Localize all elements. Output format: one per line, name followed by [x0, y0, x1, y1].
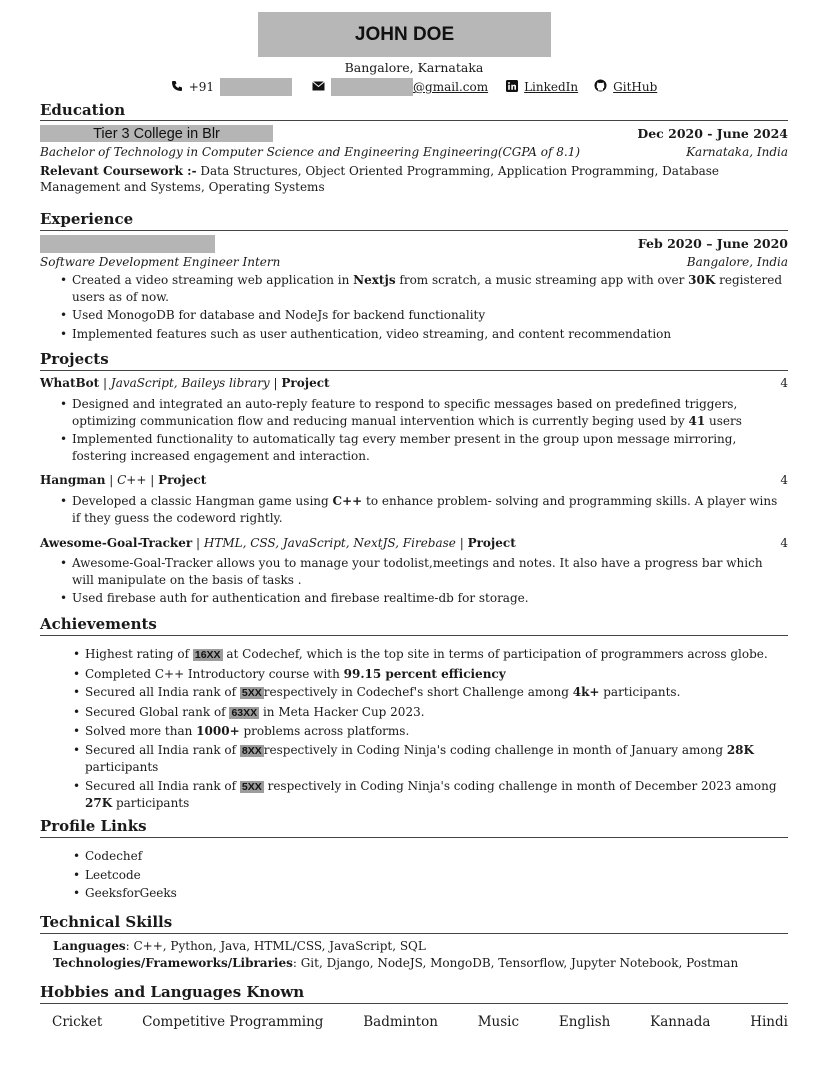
project-tech: HTML, CSS, JavaScript, NextJS, Firebase	[203, 536, 456, 550]
list-item	[40, 307, 788, 324]
experience-heading: Experience	[40, 210, 134, 228]
list-item	[40, 326, 788, 343]
redacted-rating: 16XX	[194, 649, 221, 661]
coursework	[40, 163, 788, 195]
email-suffix: @gmail.com	[413, 80, 489, 94]
hobby-item: Competitive Programming	[142, 1014, 324, 1030]
education-dates: Dec 2020 - June 2024	[637, 126, 788, 141]
profile-link-geeksforgeeks[interactable]	[53, 885, 788, 902]
hobby-item: Music	[477, 1014, 520, 1030]
text-span: C++	[332, 494, 363, 508]
text-span: users	[705, 413, 742, 428]
achievements-list	[53, 646, 788, 814]
project-tech: JavaScript, Baileys library	[110, 376, 270, 390]
name-box	[258, 12, 551, 57]
experience-bullets	[40, 272, 788, 344]
projects-heading: Projects	[40, 350, 109, 368]
text-span: Languages	[53, 939, 126, 953]
list-item	[40, 272, 788, 305]
text-span: in Meta Hacker Cup 2023.	[259, 704, 425, 719]
text-span: Nextjs	[353, 273, 396, 287]
college-name: Tier 3 College in Blr	[93, 125, 220, 142]
redacted-rank: 63XX	[231, 706, 258, 719]
text-span: Secured all India rank of	[85, 778, 240, 793]
profile-links-list	[53, 848, 788, 904]
list-item	[40, 431, 788, 464]
text-span: registered users as of now.	[72, 273, 783, 304]
skills-languages	[53, 938, 788, 955]
candidate-name: JOHN DOE	[354, 23, 455, 45]
text-span: Secured all India rank of	[85, 685, 240, 699]
list-item	[53, 742, 788, 776]
text-span: 41	[688, 413, 706, 428]
text-span: at Codechef, which is the top site in terms of participation of programmers across globe.	[222, 647, 768, 661]
education-heading: Education	[40, 101, 126, 119]
project-tech: C++	[117, 473, 147, 487]
text-span: participants	[85, 760, 159, 774]
phone-icon	[171, 80, 183, 95]
project-number: 4	[780, 536, 788, 550]
skills-heading: Technical Skills	[40, 913, 173, 931]
role-row	[40, 255, 788, 269]
text-span: Completed C++ Introductory course with	[85, 666, 344, 681]
project-tag: Project	[158, 473, 207, 487]
text-span: from scratch, a music streaming app with over	[395, 273, 689, 287]
list-item	[53, 704, 788, 722]
text-span: Secured Global rank of	[85, 704, 230, 719]
phone-redaction	[220, 78, 292, 96]
text-span: GeeksforGeeks	[85, 886, 177, 900]
project-name: Hangman	[40, 473, 106, 487]
project-bullets	[40, 555, 788, 609]
contact-bar	[0, 78, 828, 96]
project-tag: Project	[467, 536, 516, 550]
list-item	[53, 684, 788, 702]
text-span: Implemented functionality to automatically tag every member present in the group upon message mirroring, fostering increased engagement and interaction.	[72, 432, 737, 463]
hobby-item: Kannada	[650, 1014, 711, 1030]
linkedin-icon	[506, 80, 518, 95]
list-item	[53, 778, 788, 812]
text-span: 99.15 percent efficiency	[343, 666, 506, 681]
experience-rule	[40, 230, 788, 231]
text-span: 28K	[726, 742, 754, 757]
github-link[interactable]: GitHub	[613, 80, 658, 94]
mail-icon	[312, 80, 325, 94]
text-span: Codechef	[85, 849, 143, 863]
experience-dates: Feb 2020 – June 2020	[637, 236, 788, 251]
text-span: Developed a classic Hangman game using	[72, 494, 333, 508]
text-span: Awesome-Goal-Tracker allows you to manage your todolist,meetings and notes. It also have a progress bar which will manipulate on the basis of tasks .	[72, 556, 763, 587]
text-span: 1000+	[196, 724, 240, 738]
hobby-item: Badminton	[363, 1014, 438, 1030]
profile-links-heading: Profile Links	[40, 817, 147, 835]
list-item	[53, 723, 788, 740]
list-item	[40, 590, 788, 607]
text-span: Solved more than	[85, 724, 197, 738]
project-number: 4	[780, 473, 788, 487]
education-rule	[40, 120, 788, 121]
linkedin-link[interactable]: LinkedIn	[524, 80, 579, 94]
text-span: Highest rating of	[85, 647, 193, 661]
hobbies-row	[52, 1014, 788, 1030]
projects-rule	[40, 370, 788, 371]
list-item	[40, 396, 788, 429]
achievements-heading: Achievements	[40, 615, 157, 633]
hobby-item: Cricket	[52, 1014, 103, 1030]
project-number: 4	[780, 376, 788, 390]
text-span: to enhance problem- solving and programming skills. A player wins if they guess the codeword rightly.	[72, 494, 778, 525]
project-title-row: Awesome-Goal-Tracker | HTML, CSS, JavaScript, NextJS, Firebase | Project 4	[40, 536, 788, 550]
phone-prefix: +91	[188, 80, 215, 94]
text-span: Used firebase auth for authentication and firebase realtime-db for storage.	[72, 591, 529, 605]
profile-links-rule	[40, 837, 788, 838]
text-span: : C++, Python, Java, HTML/CSS, JavaScript, SQL	[125, 939, 426, 953]
degree: Bachelor of Technology in Computer Science and Engineering Engineering(CGPA of 8.1)	[40, 145, 581, 159]
project-bullets	[40, 493, 788, 528]
list-item	[40, 493, 788, 526]
location: Bangalore, Karnataka	[344, 60, 484, 75]
text-span: problems across platforms.	[239, 724, 410, 738]
experience-place: Bangalore, India	[686, 255, 788, 269]
text-span: 4k+	[572, 685, 600, 699]
list-item	[40, 555, 788, 588]
role: Software Development Engineer Intern	[40, 255, 281, 269]
profile-link-codechef[interactable]	[53, 848, 788, 865]
project-title-row: WhatBot | JavaScript, Baileys library | Project 4	[40, 376, 788, 390]
skills-block	[53, 938, 788, 972]
text-span: respectively in Coding Ninja's coding challenge in month of January among	[263, 742, 727, 757]
project-name: WhatBot	[40, 376, 100, 390]
hobbies-rule	[40, 1003, 788, 1004]
text-span: : Git, Django, NodeJS, MongoDB, Tensorflow, Jupyter Notebook, Postman	[292, 956, 739, 970]
text-span: respectively in Coding Ninja's coding challenge in month of December 2023 among	[263, 778, 777, 793]
github-icon	[594, 79, 607, 95]
text-span: Technologies/Frameworks/Libraries	[53, 956, 293, 970]
text-span: 30K	[688, 273, 716, 287]
degree-row	[40, 145, 788, 159]
text-span: participants.	[599, 685, 681, 699]
education-place: Karnataka, India	[686, 145, 788, 159]
text-span: Created a video streaming web application in	[72, 273, 354, 287]
project-title-row: Hangman | C++ | Project 4	[40, 473, 788, 487]
hobby-item: Hindi	[750, 1014, 788, 1030]
list-item	[53, 666, 788, 683]
project-bullets	[40, 396, 788, 466]
redacted-rank: 5XX	[241, 780, 262, 793]
project-name: Awesome-Goal-Tracker	[40, 536, 193, 550]
achievements-rule	[40, 635, 788, 636]
redacted-rank: 8XX	[241, 744, 262, 757]
text-span: Secured all India rank of	[85, 742, 240, 757]
project-tag: Project	[281, 376, 330, 390]
email-link[interactable]	[331, 78, 488, 96]
hobbies-heading: Hobbies and Languages Known	[40, 983, 305, 1001]
text-span: Designed and integrated an auto-reply feature to respond to specific messages based on predefined triggers, optimizing communication flow and reducing manual intervention which is currently beging used by	[72, 397, 738, 428]
list-item	[53, 646, 788, 664]
company-redaction	[40, 235, 215, 253]
college-redaction	[40, 125, 273, 142]
coursework-label: Relevant Coursework :-	[40, 164, 197, 178]
text-span: Implemented features such as user authentication, video streaming, and content recommendation	[72, 326, 672, 341]
text-span: 27K	[85, 796, 113, 810]
skills-rule	[40, 933, 788, 934]
text-span: Leetcode	[85, 867, 141, 882]
hobby-item: English	[558, 1014, 611, 1030]
text-span: participants	[112, 796, 190, 810]
email-redaction	[331, 78, 413, 96]
text-span: Used MonogoDB for database and NodeJs for backend functionality	[72, 308, 486, 322]
redacted-rank: 5XX	[241, 687, 262, 699]
skills-technologies	[53, 955, 788, 972]
profile-link-leetcode[interactable]	[53, 867, 788, 884]
text-span: respectively in Codechef's short Challenge among	[263, 685, 573, 699]
coursework-text: Data Structures, Object Oriented Programming, Application Programming, Database Management and Systems, Operating Systems	[40, 164, 720, 194]
